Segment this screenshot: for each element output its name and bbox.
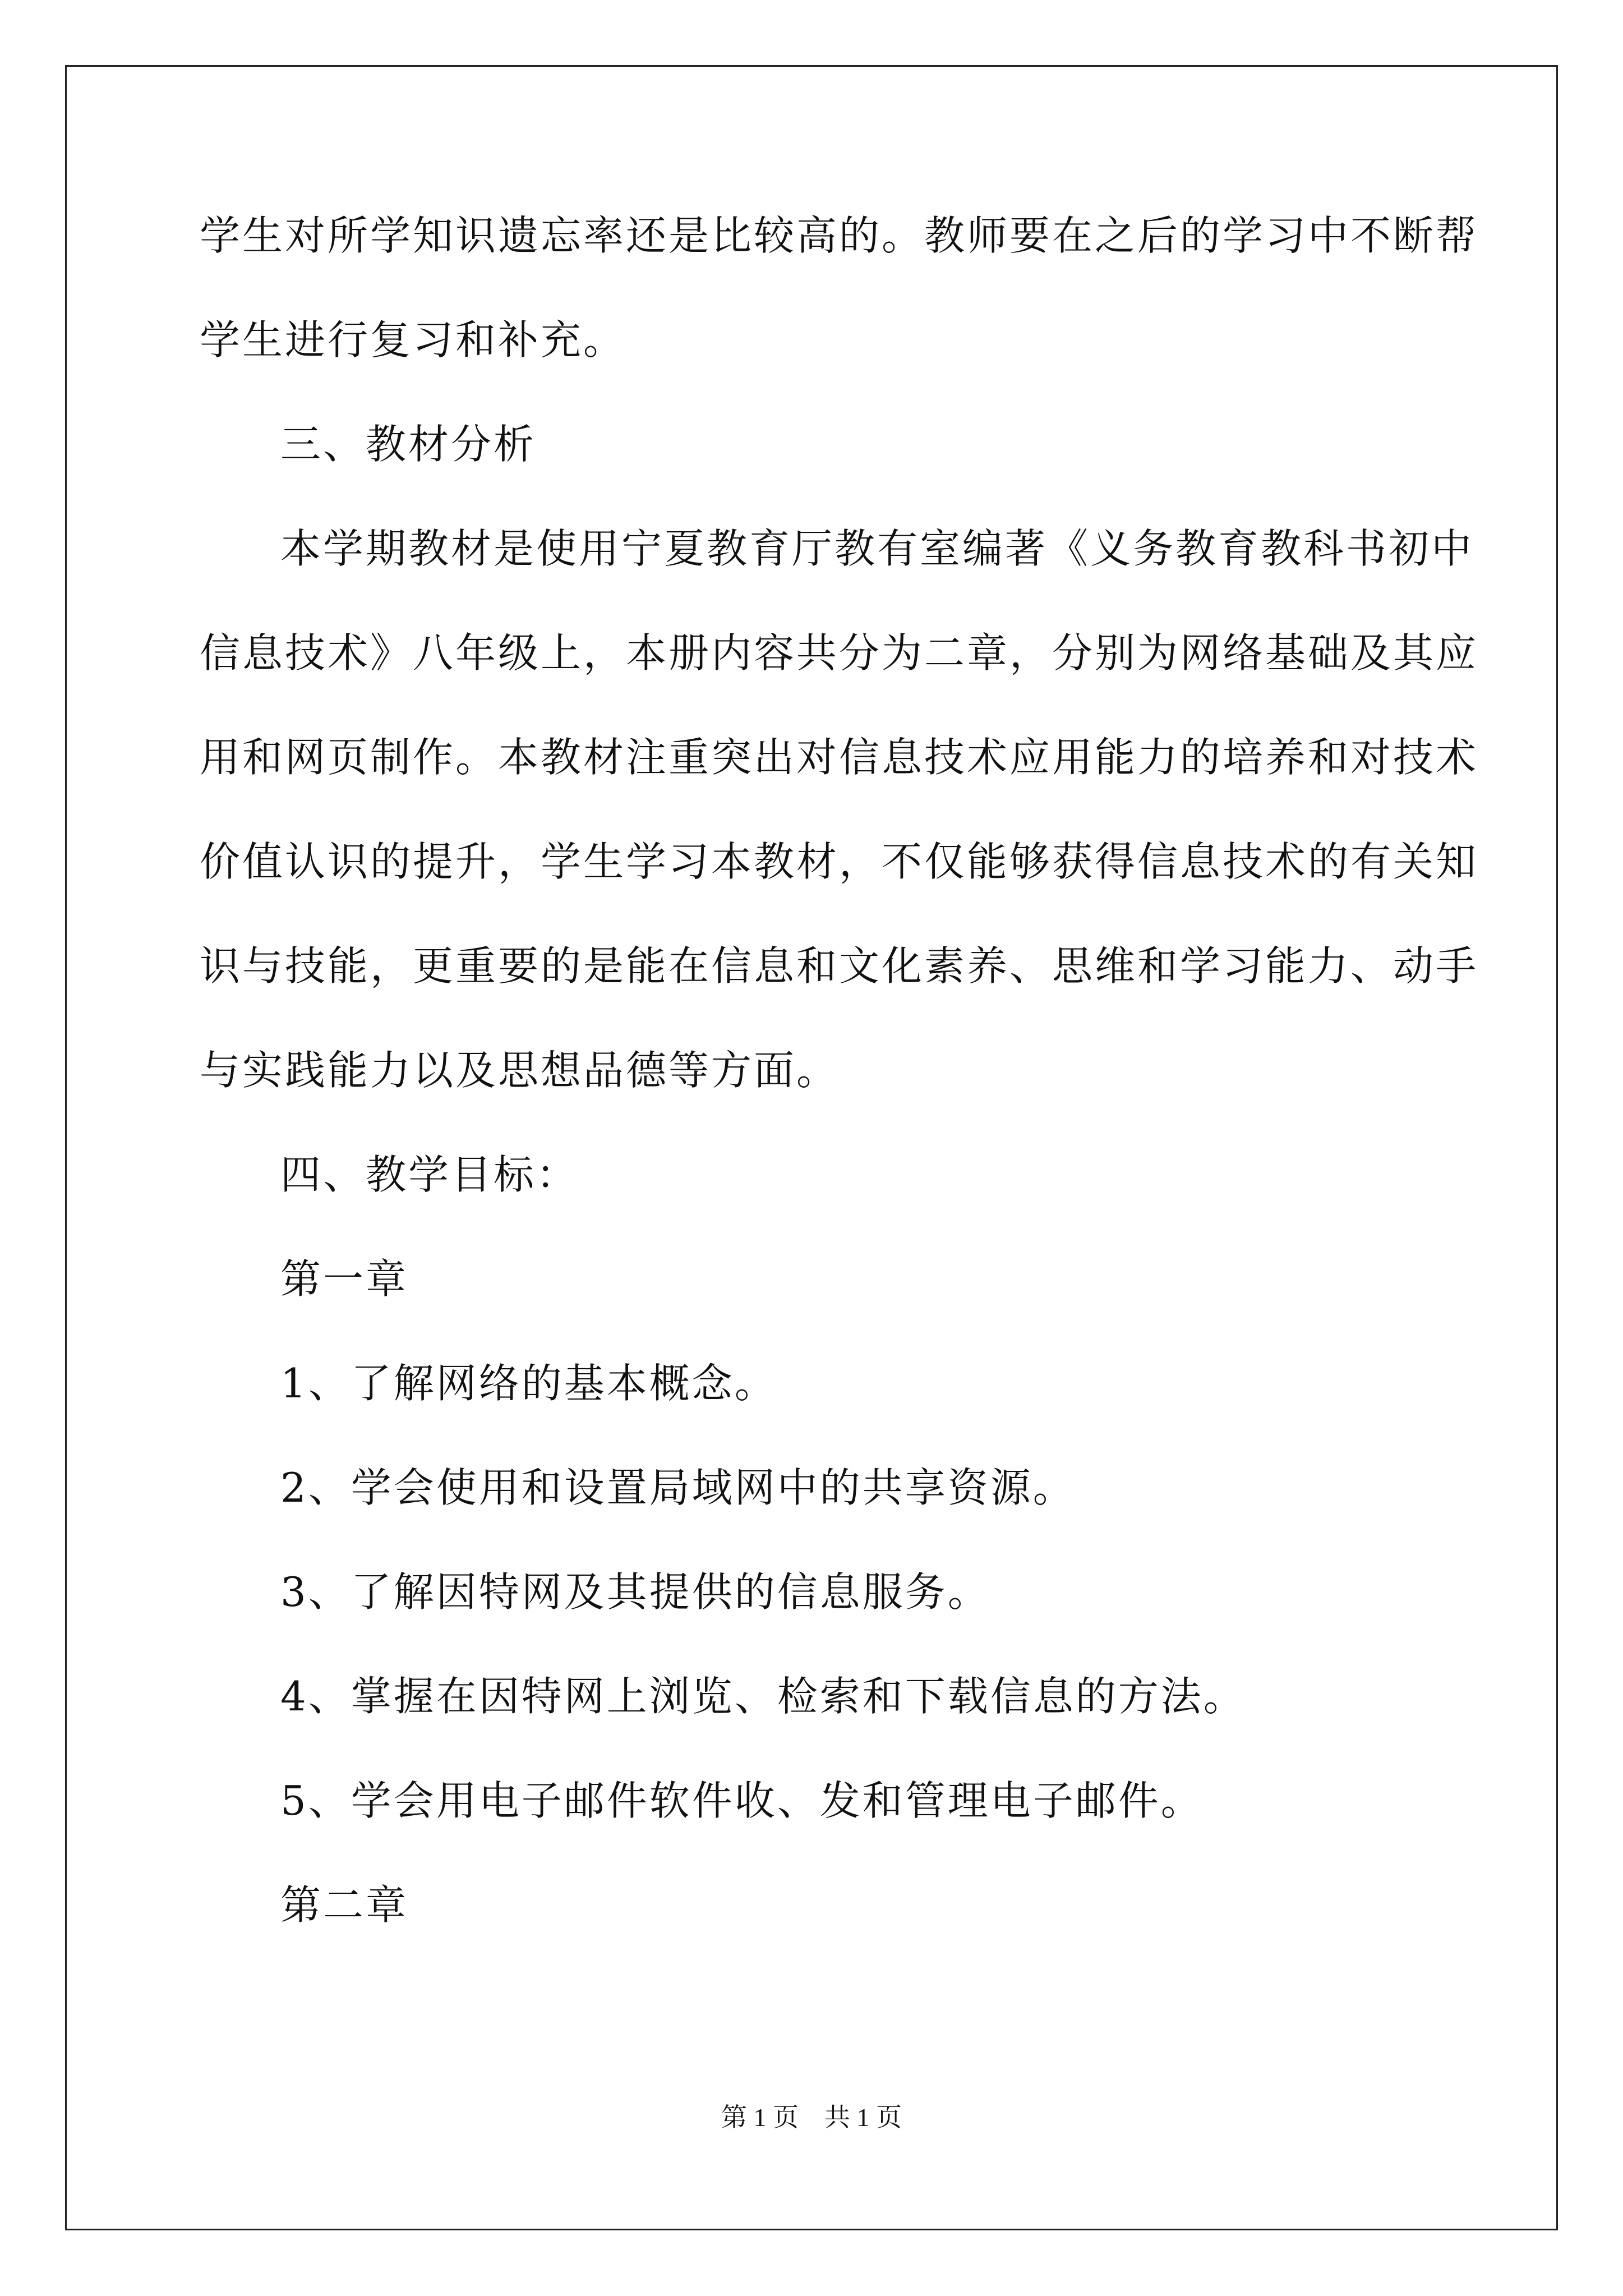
- paragraph-line: 信息技术》八年级上，本册内容共分为二章，分别为网络基础及其应: [200, 629, 1479, 677]
- paragraph-line: 本学期教材是使用宁夏教育厅教有室编著《义务教育教科书初中: [280, 525, 1474, 572]
- paragraph-line: 学生对所学知识遗忘率还是比较高的。教师要在之后的学习中不断帮: [200, 212, 1479, 259]
- list-item: 1、了解网络的基本概念。: [280, 1360, 777, 1407]
- list-item: 5、学会用电子邮件软件收、发和管理电子邮件。: [280, 1777, 1204, 1824]
- page-footer: 第 1 页 共 1 页: [721, 2103, 902, 2132]
- paragraph-line: 识与技能，更重要的是能在信息和文化素养、思维和学习能力、动手: [200, 942, 1479, 990]
- section-heading: 三、教材分析: [280, 421, 537, 468]
- paragraph-line: 学生进行复习和补充。: [200, 316, 626, 364]
- chapter-heading: 第二章: [280, 1881, 409, 1929]
- list-item: 2、学会使用和设置局域网中的共享资源。: [280, 1464, 1076, 1511]
- list-item: 4、掌握在因特网上浏览、检索和下载信息的方法。: [280, 1673, 1246, 1720]
- chapter-heading: 第一章: [280, 1255, 409, 1303]
- paragraph-line: 与实践能力以及思想品德等方面。: [200, 1047, 840, 1094]
- section-heading: 四、教学目标：: [280, 1151, 579, 1198]
- paragraph-line: 价值认识的提升，学生学习本教材，不仅能够获得信息技术的有关知: [200, 838, 1479, 885]
- paragraph-line: 用和网页制作。本教材注重突出对信息技术应用能力的培养和对技术: [200, 734, 1479, 781]
- list-item: 3、了解因特网及其提供的信息服务。: [280, 1568, 990, 1616]
